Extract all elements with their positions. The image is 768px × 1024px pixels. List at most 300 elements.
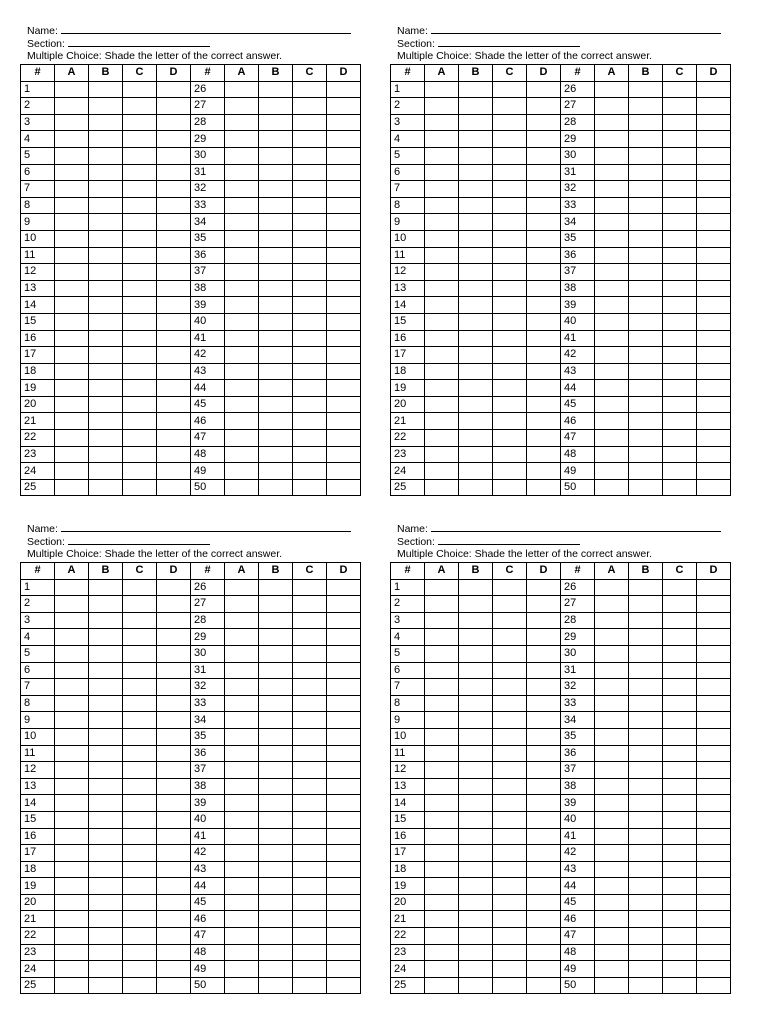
answer-cell-d[interactable] [157, 961, 191, 978]
answer-cell-d[interactable] [327, 114, 361, 131]
answer-cell-c[interactable] [493, 878, 527, 895]
answer-cell-a[interactable] [225, 114, 259, 131]
answer-cell-b[interactable] [629, 313, 663, 330]
answer-cell-a[interactable] [225, 347, 259, 364]
answer-cell-d[interactable] [327, 745, 361, 762]
answer-cell-c[interactable] [663, 446, 697, 463]
answer-cell-c[interactable] [293, 131, 327, 148]
answer-cell-c[interactable] [123, 629, 157, 646]
answer-cell-d[interactable] [697, 463, 731, 480]
answer-cell-a[interactable] [55, 679, 89, 696]
answer-cell-b[interactable] [89, 164, 123, 181]
answer-cell-c[interactable] [293, 297, 327, 314]
answer-cell-a[interactable] [225, 247, 259, 264]
answer-cell-d[interactable] [697, 828, 731, 845]
answer-cell-b[interactable] [89, 928, 123, 945]
answer-cell-d[interactable] [157, 944, 191, 961]
answer-cell-d[interactable] [157, 181, 191, 198]
answer-cell-c[interactable] [663, 728, 697, 745]
answer-cell-d[interactable] [527, 147, 561, 164]
answer-cell-b[interactable] [459, 479, 493, 496]
answer-cell-b[interactable] [459, 197, 493, 214]
answer-cell-d[interactable] [697, 330, 731, 347]
answer-cell-a[interactable] [225, 961, 259, 978]
answer-cell-c[interactable] [493, 596, 527, 613]
answer-cell-d[interactable] [327, 579, 361, 596]
answer-cell-c[interactable] [663, 662, 697, 679]
answer-cell-d[interactable] [327, 961, 361, 978]
answer-cell-a[interactable] [425, 728, 459, 745]
answer-cell-b[interactable] [459, 313, 493, 330]
answer-cell-b[interactable] [259, 977, 293, 994]
answer-cell-d[interactable] [697, 977, 731, 994]
answer-cell-c[interactable] [123, 662, 157, 679]
answer-cell-c[interactable] [493, 745, 527, 762]
answer-cell-d[interactable] [697, 762, 731, 779]
answer-cell-d[interactable] [157, 894, 191, 911]
answer-cell-d[interactable] [327, 347, 361, 364]
answer-cell-b[interactable] [89, 645, 123, 662]
answer-cell-c[interactable] [493, 645, 527, 662]
answer-cell-d[interactable] [157, 363, 191, 380]
answer-cell-b[interactable] [259, 944, 293, 961]
answer-cell-b[interactable] [259, 164, 293, 181]
answer-cell-c[interactable] [293, 679, 327, 696]
answer-cell-c[interactable] [123, 479, 157, 496]
answer-cell-a[interactable] [595, 114, 629, 131]
answer-cell-c[interactable] [123, 778, 157, 795]
answer-cell-d[interactable] [157, 811, 191, 828]
answer-cell-b[interactable] [259, 297, 293, 314]
answer-cell-a[interactable] [595, 330, 629, 347]
answer-cell-d[interactable] [527, 579, 561, 596]
answer-cell-a[interactable] [55, 977, 89, 994]
answer-cell-c[interactable] [123, 114, 157, 131]
answer-cell-b[interactable] [629, 347, 663, 364]
answer-cell-a[interactable] [55, 861, 89, 878]
answer-cell-c[interactable] [493, 695, 527, 712]
answer-cell-a[interactable] [425, 230, 459, 247]
answer-cell-a[interactable] [595, 214, 629, 231]
answer-cell-b[interactable] [629, 911, 663, 928]
answer-cell-c[interactable] [663, 363, 697, 380]
answer-cell-c[interactable] [123, 197, 157, 214]
answer-cell-b[interactable] [89, 944, 123, 961]
name-blank[interactable] [61, 24, 351, 34]
answer-cell-b[interactable] [259, 230, 293, 247]
answer-cell-d[interactable] [697, 878, 731, 895]
answer-cell-c[interactable] [293, 430, 327, 447]
answer-cell-b[interactable] [459, 928, 493, 945]
answer-cell-b[interactable] [89, 712, 123, 729]
answer-cell-a[interactable] [225, 297, 259, 314]
answer-cell-b[interactable] [629, 430, 663, 447]
answer-cell-d[interactable] [327, 928, 361, 945]
answer-cell-c[interactable] [493, 944, 527, 961]
answer-cell-b[interactable] [259, 280, 293, 297]
answer-cell-b[interactable] [459, 795, 493, 812]
answer-cell-d[interactable] [697, 396, 731, 413]
answer-cell-c[interactable] [493, 778, 527, 795]
answer-cell-a[interactable] [55, 413, 89, 430]
answer-cell-a[interactable] [595, 811, 629, 828]
answer-cell-b[interactable] [459, 114, 493, 131]
answer-cell-c[interactable] [493, 430, 527, 447]
answer-cell-c[interactable] [663, 297, 697, 314]
answer-cell-c[interactable] [123, 181, 157, 198]
answer-cell-b[interactable] [259, 878, 293, 895]
answer-cell-a[interactable] [225, 894, 259, 911]
answer-cell-d[interactable] [327, 629, 361, 646]
answer-cell-a[interactable] [595, 944, 629, 961]
answer-cell-d[interactable] [697, 264, 731, 281]
answer-cell-a[interactable] [55, 280, 89, 297]
answer-cell-d[interactable] [327, 712, 361, 729]
answer-cell-d[interactable] [327, 778, 361, 795]
answer-cell-c[interactable] [493, 612, 527, 629]
answer-cell-b[interactable] [629, 894, 663, 911]
answer-cell-d[interactable] [157, 330, 191, 347]
answer-cell-c[interactable] [663, 463, 697, 480]
answer-cell-c[interactable] [663, 380, 697, 397]
answer-cell-a[interactable] [225, 762, 259, 779]
answer-cell-a[interactable] [595, 662, 629, 679]
answer-cell-d[interactable] [527, 413, 561, 430]
answer-cell-d[interactable] [527, 645, 561, 662]
answer-cell-a[interactable] [55, 380, 89, 397]
answer-cell-b[interactable] [459, 247, 493, 264]
answer-cell-a[interactable] [595, 181, 629, 198]
answer-cell-b[interactable] [89, 396, 123, 413]
answer-cell-c[interactable] [493, 911, 527, 928]
answer-cell-c[interactable] [293, 147, 327, 164]
answer-cell-a[interactable] [225, 795, 259, 812]
answer-cell-a[interactable] [55, 164, 89, 181]
answer-cell-a[interactable] [225, 728, 259, 745]
answer-cell-d[interactable] [527, 762, 561, 779]
answer-cell-a[interactable] [425, 795, 459, 812]
answer-cell-d[interactable] [157, 795, 191, 812]
answer-cell-a[interactable] [225, 695, 259, 712]
answer-cell-a[interactable] [425, 413, 459, 430]
answer-cell-b[interactable] [89, 828, 123, 845]
answer-cell-a[interactable] [55, 131, 89, 148]
answer-cell-b[interactable] [259, 645, 293, 662]
answer-cell-b[interactable] [259, 662, 293, 679]
answer-cell-c[interactable] [493, 247, 527, 264]
answer-cell-c[interactable] [663, 944, 697, 961]
answer-cell-b[interactable] [259, 330, 293, 347]
answer-cell-b[interactable] [629, 662, 663, 679]
answer-cell-c[interactable] [123, 81, 157, 98]
answer-cell-a[interactable] [595, 745, 629, 762]
answer-cell-c[interactable] [293, 596, 327, 613]
answer-cell-d[interactable] [327, 612, 361, 629]
answer-cell-c[interactable] [123, 363, 157, 380]
answer-cell-b[interactable] [89, 728, 123, 745]
answer-cell-b[interactable] [629, 762, 663, 779]
answer-cell-a[interactable] [55, 961, 89, 978]
answer-cell-c[interactable] [123, 944, 157, 961]
answer-cell-a[interactable] [55, 214, 89, 231]
answer-cell-c[interactable] [493, 662, 527, 679]
answer-cell-a[interactable] [55, 114, 89, 131]
answer-cell-d[interactable] [697, 430, 731, 447]
answer-cell-a[interactable] [425, 695, 459, 712]
answer-cell-b[interactable] [89, 977, 123, 994]
answer-cell-b[interactable] [259, 778, 293, 795]
answer-cell-c[interactable] [293, 928, 327, 945]
answer-cell-b[interactable] [629, 645, 663, 662]
answer-cell-d[interactable] [157, 712, 191, 729]
answer-cell-a[interactable] [225, 81, 259, 98]
answer-cell-a[interactable] [225, 131, 259, 148]
answer-cell-c[interactable] [293, 98, 327, 115]
answer-cell-c[interactable] [293, 330, 327, 347]
answer-cell-c[interactable] [123, 745, 157, 762]
answer-cell-b[interactable] [629, 147, 663, 164]
answer-cell-d[interactable] [697, 695, 731, 712]
answer-cell-d[interactable] [157, 430, 191, 447]
answer-cell-a[interactable] [55, 430, 89, 447]
answer-cell-c[interactable] [293, 811, 327, 828]
answer-cell-a[interactable] [55, 181, 89, 198]
answer-cell-b[interactable] [629, 679, 663, 696]
answer-cell-a[interactable] [595, 679, 629, 696]
answer-cell-d[interactable] [697, 795, 731, 812]
answer-cell-d[interactable] [327, 313, 361, 330]
answer-cell-b[interactable] [459, 396, 493, 413]
answer-cell-a[interactable] [55, 645, 89, 662]
answer-cell-d[interactable] [327, 662, 361, 679]
answer-cell-d[interactable] [527, 313, 561, 330]
answer-cell-c[interactable] [293, 479, 327, 496]
answer-cell-d[interactable] [697, 745, 731, 762]
answer-cell-c[interactable] [293, 745, 327, 762]
answer-cell-d[interactable] [527, 214, 561, 231]
answer-cell-d[interactable] [527, 695, 561, 712]
answer-cell-c[interactable] [663, 214, 697, 231]
answer-cell-c[interactable] [123, 347, 157, 364]
answer-cell-b[interactable] [629, 977, 663, 994]
answer-cell-d[interactable] [697, 164, 731, 181]
answer-cell-a[interactable] [595, 197, 629, 214]
answer-cell-c[interactable] [493, 961, 527, 978]
answer-cell-a[interactable] [225, 479, 259, 496]
answer-cell-c[interactable] [493, 380, 527, 397]
answer-cell-b[interactable] [629, 596, 663, 613]
answer-cell-c[interactable] [123, 430, 157, 447]
answer-cell-c[interactable] [493, 214, 527, 231]
answer-cell-b[interactable] [89, 679, 123, 696]
answer-cell-b[interactable] [629, 131, 663, 148]
answer-cell-d[interactable] [527, 894, 561, 911]
answer-cell-c[interactable] [493, 98, 527, 115]
answer-cell-c[interactable] [293, 762, 327, 779]
answer-cell-c[interactable] [493, 928, 527, 945]
answer-cell-d[interactable] [327, 446, 361, 463]
answer-cell-a[interactable] [225, 264, 259, 281]
answer-cell-a[interactable] [225, 928, 259, 945]
answer-cell-b[interactable] [89, 894, 123, 911]
answer-cell-d[interactable] [527, 795, 561, 812]
answer-cell-b[interactable] [459, 596, 493, 613]
answer-cell-a[interactable] [425, 811, 459, 828]
answer-cell-c[interactable] [123, 845, 157, 862]
answer-cell-c[interactable] [493, 330, 527, 347]
answer-cell-c[interactable] [663, 181, 697, 198]
answer-cell-b[interactable] [89, 98, 123, 115]
answer-cell-b[interactable] [459, 894, 493, 911]
answer-cell-b[interactable] [259, 147, 293, 164]
answer-cell-a[interactable] [425, 579, 459, 596]
answer-cell-d[interactable] [697, 147, 731, 164]
answer-cell-a[interactable] [55, 728, 89, 745]
answer-cell-c[interactable] [293, 230, 327, 247]
answer-cell-d[interactable] [697, 679, 731, 696]
answer-cell-d[interactable] [697, 347, 731, 364]
answer-cell-a[interactable] [225, 977, 259, 994]
answer-cell-c[interactable] [293, 181, 327, 198]
answer-cell-c[interactable] [493, 396, 527, 413]
answer-cell-d[interactable] [697, 131, 731, 148]
answer-cell-a[interactable] [55, 347, 89, 364]
answer-cell-b[interactable] [259, 695, 293, 712]
answer-cell-a[interactable] [595, 612, 629, 629]
answer-cell-b[interactable] [629, 197, 663, 214]
answer-cell-d[interactable] [527, 479, 561, 496]
answer-cell-a[interactable] [225, 878, 259, 895]
answer-cell-c[interactable] [663, 114, 697, 131]
answer-cell-d[interactable] [157, 645, 191, 662]
answer-cell-d[interactable] [697, 662, 731, 679]
answer-cell-d[interactable] [697, 230, 731, 247]
answer-cell-b[interactable] [259, 712, 293, 729]
answer-cell-b[interactable] [89, 446, 123, 463]
answer-cell-b[interactable] [459, 828, 493, 845]
answer-cell-c[interactable] [663, 164, 697, 181]
answer-cell-b[interactable] [459, 131, 493, 148]
answer-cell-c[interactable] [293, 778, 327, 795]
answer-cell-b[interactable] [629, 247, 663, 264]
answer-cell-a[interactable] [425, 363, 459, 380]
answer-cell-c[interactable] [493, 712, 527, 729]
answer-cell-a[interactable] [55, 845, 89, 862]
answer-cell-c[interactable] [293, 944, 327, 961]
answer-cell-a[interactable] [225, 98, 259, 115]
answer-cell-a[interactable] [55, 928, 89, 945]
answer-cell-c[interactable] [123, 164, 157, 181]
answer-cell-a[interactable] [55, 596, 89, 613]
answer-cell-d[interactable] [157, 845, 191, 862]
answer-cell-c[interactable] [493, 264, 527, 281]
answer-cell-b[interactable] [89, 878, 123, 895]
answer-cell-d[interactable] [327, 181, 361, 198]
answer-cell-c[interactable] [293, 662, 327, 679]
answer-cell-b[interactable] [629, 745, 663, 762]
answer-cell-a[interactable] [55, 712, 89, 729]
answer-cell-c[interactable] [293, 728, 327, 745]
answer-cell-b[interactable] [89, 313, 123, 330]
answer-cell-d[interactable] [157, 911, 191, 928]
answer-cell-d[interactable] [327, 197, 361, 214]
answer-cell-d[interactable] [157, 612, 191, 629]
answer-cell-b[interactable] [629, 878, 663, 895]
answer-cell-b[interactable] [629, 828, 663, 845]
answer-cell-c[interactable] [663, 81, 697, 98]
answer-cell-c[interactable] [293, 313, 327, 330]
answer-cell-c[interactable] [493, 297, 527, 314]
answer-cell-d[interactable] [697, 712, 731, 729]
answer-cell-c[interactable] [123, 579, 157, 596]
answer-cell-c[interactable] [663, 579, 697, 596]
answer-cell-d[interactable] [697, 214, 731, 231]
answer-cell-a[interactable] [595, 446, 629, 463]
answer-cell-b[interactable] [459, 230, 493, 247]
answer-cell-a[interactable] [225, 463, 259, 480]
answer-cell-c[interactable] [493, 977, 527, 994]
answer-cell-d[interactable] [527, 114, 561, 131]
answer-cell-c[interactable] [493, 629, 527, 646]
answer-cell-c[interactable] [293, 845, 327, 862]
answer-cell-b[interactable] [629, 98, 663, 115]
answer-cell-b[interactable] [459, 147, 493, 164]
answer-cell-d[interactable] [697, 811, 731, 828]
answer-cell-c[interactable] [663, 778, 697, 795]
answer-cell-d[interactable] [697, 629, 731, 646]
answer-cell-b[interactable] [459, 944, 493, 961]
answer-cell-b[interactable] [89, 612, 123, 629]
answer-cell-a[interactable] [595, 712, 629, 729]
answer-cell-d[interactable] [697, 363, 731, 380]
answer-cell-b[interactable] [89, 131, 123, 148]
answer-cell-a[interactable] [595, 778, 629, 795]
answer-cell-c[interactable] [293, 911, 327, 928]
answer-cell-c[interactable] [123, 977, 157, 994]
answer-cell-c[interactable] [493, 363, 527, 380]
answer-cell-c[interactable] [493, 679, 527, 696]
answer-cell-a[interactable] [225, 845, 259, 862]
answer-cell-d[interactable] [697, 479, 731, 496]
answer-cell-d[interactable] [697, 413, 731, 430]
answer-cell-a[interactable] [55, 612, 89, 629]
answer-cell-b[interactable] [259, 596, 293, 613]
answer-cell-d[interactable] [697, 247, 731, 264]
answer-cell-b[interactable] [629, 264, 663, 281]
answer-cell-a[interactable] [225, 645, 259, 662]
answer-cell-c[interactable] [123, 313, 157, 330]
answer-cell-a[interactable] [425, 380, 459, 397]
answer-cell-d[interactable] [327, 479, 361, 496]
answer-cell-a[interactable] [425, 264, 459, 281]
answer-cell-c[interactable] [123, 961, 157, 978]
answer-cell-d[interactable] [527, 81, 561, 98]
answer-cell-b[interactable] [259, 446, 293, 463]
answer-cell-d[interactable] [157, 579, 191, 596]
answer-cell-a[interactable] [595, 795, 629, 812]
answer-cell-b[interactable] [259, 679, 293, 696]
answer-cell-c[interactable] [493, 313, 527, 330]
answer-cell-d[interactable] [327, 596, 361, 613]
answer-cell-d[interactable] [157, 197, 191, 214]
answer-cell-c[interactable] [293, 695, 327, 712]
answer-cell-b[interactable] [459, 778, 493, 795]
answer-cell-b[interactable] [259, 845, 293, 862]
answer-cell-b[interactable] [89, 114, 123, 131]
answer-cell-d[interactable] [527, 197, 561, 214]
answer-cell-d[interactable] [157, 297, 191, 314]
answer-cell-a[interactable] [425, 894, 459, 911]
